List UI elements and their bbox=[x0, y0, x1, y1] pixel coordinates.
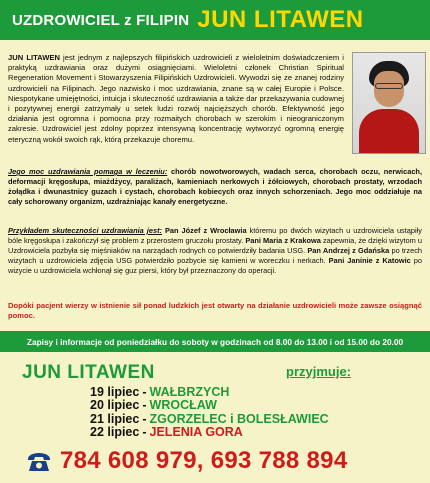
header-banner bbox=[0, 0, 430, 40]
testimonial-text-1: któremu po dwóch wizytach u uzdrowiciela ustąpiły bóle kręgosłupa i zakończył się problem z przerostem gruczołu prostaty. bbox=[8, 226, 423, 245]
schedule-date: 20 lipiec bbox=[90, 398, 140, 413]
healing-heading: Jego moc uzdrawiania pomaga w leczeniu: bbox=[8, 167, 168, 176]
schedule-separator: - bbox=[142, 425, 147, 440]
testimonial-name-1: Pan Józef z Wrocławia bbox=[162, 226, 247, 235]
healing-text: chorób nowotworowych, wadach serca, chorobach oczu, nerwicach, deformacji kręgosłupa, miażdżycy, paraliżach, kamieniach nerkowych i żółciowych, chorobach prostaty, wrzodach żołądka i dwunastnicy guzach i cystach, chorobach kobiecych oraz innych schorzeniach. Jego moc oddziałuje na cały schorowany organizm, uzdrażniając kanały energetyczne. bbox=[8, 167, 422, 206]
schedule-date: 21 lipiec bbox=[90, 411, 140, 426]
photo-glasses bbox=[375, 83, 403, 89]
schedule-city: WROCŁAW bbox=[149, 398, 217, 413]
telephone-icon bbox=[26, 452, 52, 472]
info-strip: Zapisy i informacje od poniedziałku do soboty w godzinach od 8.00 do 13.00 i od 15.00 do 20.00 bbox=[0, 331, 430, 352]
schedule-label: przyjmuje: bbox=[286, 364, 352, 379]
photo-face bbox=[374, 71, 404, 107]
schedule-separator: - bbox=[142, 411, 147, 426]
testimonial-text-2: zapewnia, że dzięki wizytom u Uzdrowiciela pozbyła się mięśniaków na narządach rodnych co potwierdziły badania USG. bbox=[8, 236, 422, 255]
header-subtitle: UZDROWICIEL z FILIPIN bbox=[12, 11, 190, 29]
portrait-photo bbox=[352, 52, 426, 154]
photo-shirt bbox=[359, 109, 419, 154]
schedule-separator: - bbox=[142, 398, 147, 413]
testimonials-paragraph bbox=[8, 226, 422, 276]
testimonial-text-4: po wizycie u uzdrowiciela wchłonął się guz piersi, który był przeznaczony do operacji. bbox=[8, 256, 422, 275]
testimonial-text-3: po trzech wizytach u uzdrowiciela zdjęcia USG potwierdziło pozbycie się kamieni w woreczku i nerkach. bbox=[8, 246, 422, 265]
header-title: JUN LITAWEN bbox=[197, 6, 364, 33]
schedule-row bbox=[90, 426, 329, 440]
schedule-name: JUN LITAWEN bbox=[22, 362, 155, 383]
schedule-city: ZGORZELEC i BOLESŁAWIEC bbox=[149, 411, 329, 426]
schedule-list bbox=[90, 385, 329, 439]
phone-numbers[interactable]: 784 608 979, 693 788 894 bbox=[60, 447, 348, 474]
testimonial-name-2: Pani Maria z Krakowa bbox=[243, 236, 321, 245]
schedule-row bbox=[90, 385, 329, 399]
intro-paragraph bbox=[8, 53, 344, 145]
intro-text: jest jednym z najlepszych filipińskich uzdrowicieli z wieloletnim doświadczeniem i praktyką uzdrawiania oraz dużymi osiągnięciami. Wieloletni członek Christian Spiritual Regeneration Movement i Stowarzyszenia Filipińskich Uzdrowicieli. Wywodzi się ze znanej rodziny uzdrowicieli na Filipinach. Jego nazwisko i moc uzdrawiania, znane są w całej Europie i Polsce. Niespotykane umiejętności, intuicja i skuteczność uzdrawiania a także dar przekazywania cudownej i pozytywnej energii zatrzymały u setek ludzi rozwój najcięższych chorób. Efektywność jego działania jest ogromna i pomocna przy rozmaitych chorobach w szerokim i nieograniczonym zakresie. Uzdrowiciel jest zdolny poprzez intensywną koncentrację wytworzyć ogromną energię eteryczną wokół swoich rąk, którą przekazuje choremu. bbox=[8, 53, 344, 144]
schedule-row bbox=[90, 412, 329, 426]
healing-paragraph bbox=[8, 167, 422, 207]
schedule-city: JELENIA GORA bbox=[149, 425, 243, 440]
schedule-row bbox=[90, 399, 329, 413]
warning-text: Dopóki pacjent wierzy w istnienie sił ponad ludzkich jest otwarty na działanie uzdrowicieli może zawsze osiągnąć pomoc. bbox=[8, 301, 422, 320]
schedule-separator: - bbox=[142, 384, 147, 399]
schedule-date: 19 lipiec bbox=[90, 384, 140, 399]
schedule-date: 22 lipiec bbox=[90, 425, 140, 440]
testimonials-heading: Przykładem skuteczności uzdrawiania jest: bbox=[8, 226, 162, 235]
testimonial-name-3: Pan Andrzej z Gdańska bbox=[305, 246, 390, 255]
intro-name: JUN LITAWEN bbox=[8, 53, 60, 62]
testimonial-name-4: Pani Janinie z Katowic bbox=[325, 256, 411, 265]
schedule-city: WAŁBRZYCH bbox=[149, 384, 230, 399]
